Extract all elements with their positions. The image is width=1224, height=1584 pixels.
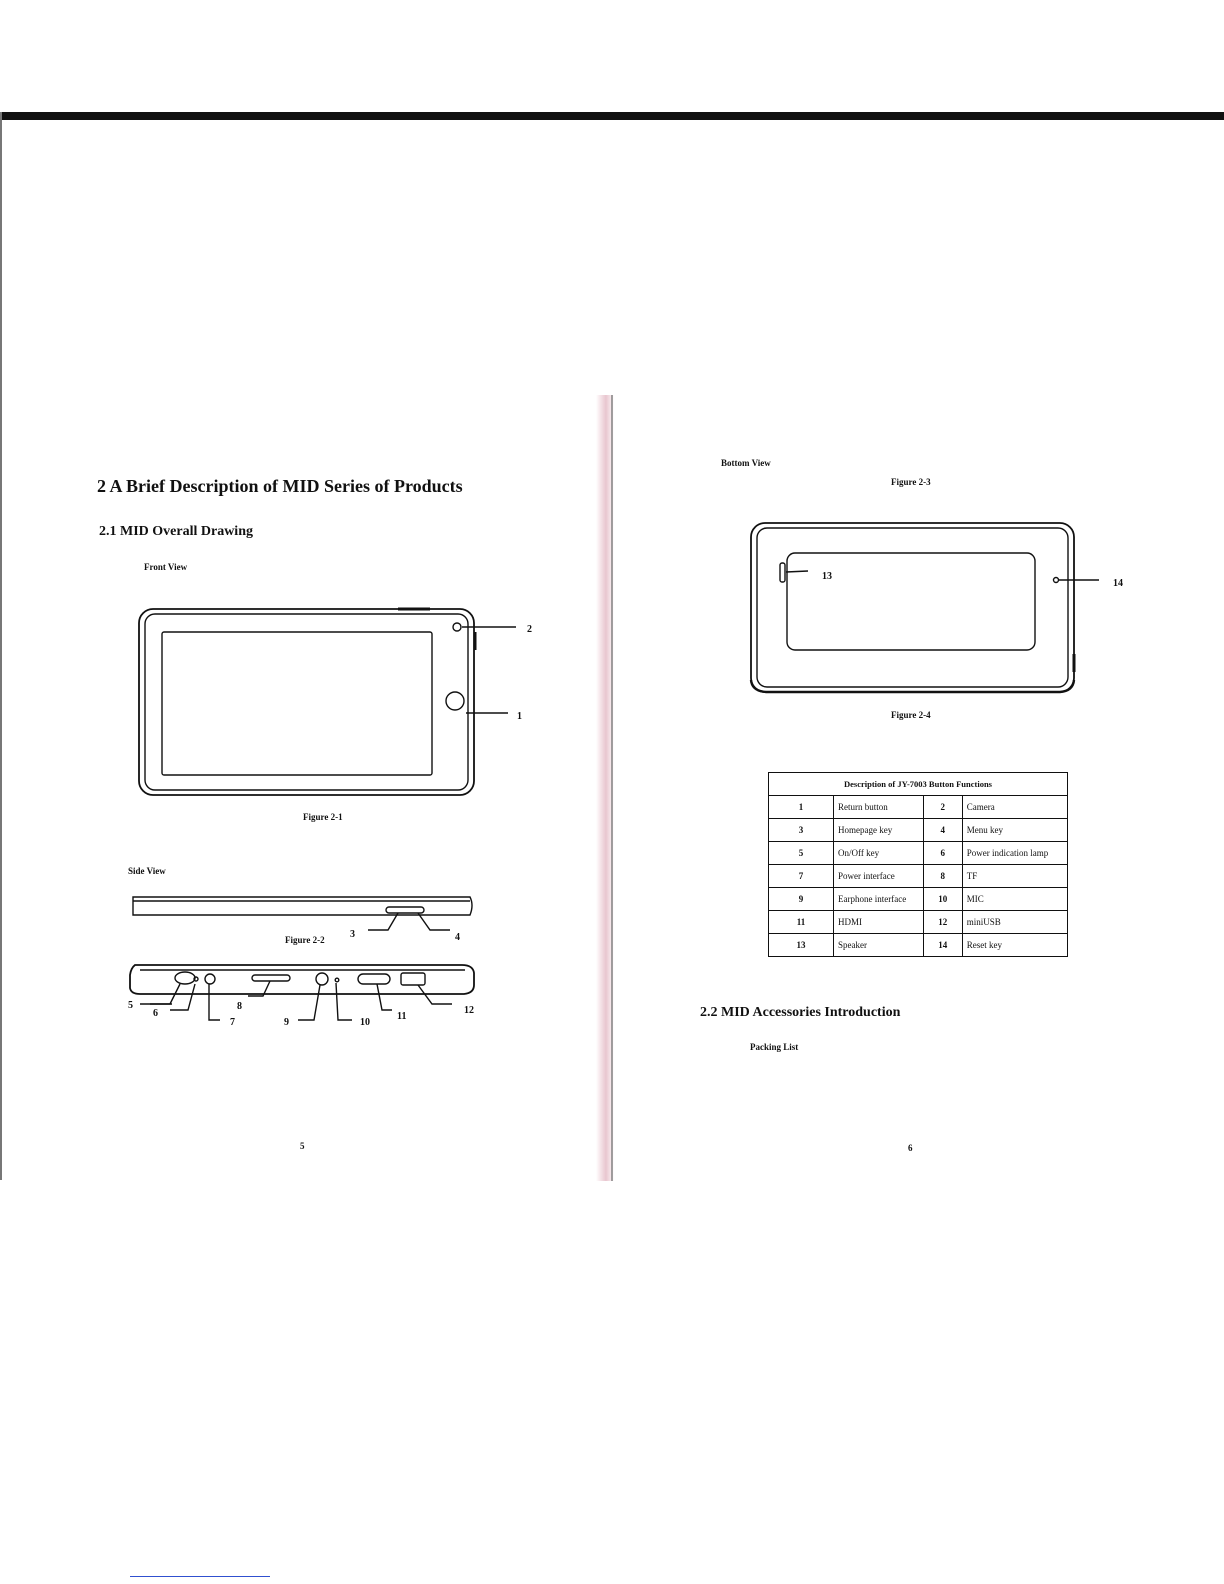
table-cell-function: Homepage key — [834, 819, 924, 842]
table-row — [769, 842, 1068, 865]
bottom-view-label: Bottom View — [721, 458, 771, 468]
table-cell-function: Return button — [834, 796, 924, 819]
table-cell-number: 10 — [923, 888, 962, 911]
section-title-2-1: 2.1 MID Overall Drawing — [99, 524, 253, 539]
callout-1: 1 — [517, 711, 522, 722]
callout-13: 13 — [822, 571, 832, 582]
callout-4: 4 — [455, 932, 460, 943]
side-view-ports-drawing — [130, 965, 474, 1020]
callout-5: 5 — [128, 1000, 133, 1011]
side-view-label: Side View — [128, 866, 166, 876]
callout-11: 11 — [397, 1011, 407, 1022]
table-cell-number: 7 — [769, 865, 834, 888]
button-functions-table — [768, 772, 1068, 957]
callout-6: 6 — [153, 1008, 158, 1019]
table-row — [769, 865, 1068, 888]
figure-2-1-caption: Figure 2-1 — [303, 812, 343, 822]
packing-list-label: Packing List — [750, 1042, 799, 1052]
table-cell-function: Reset key — [962, 934, 1067, 957]
table-cell-function: Power interface — [834, 865, 924, 888]
figure-2-4-caption: Figure 2-4 — [891, 710, 931, 720]
table-row — [769, 796, 1068, 819]
table-cell-function: TF — [962, 865, 1067, 888]
table-cell-function: HDMI — [834, 911, 924, 934]
scan-bottom-mark — [130, 1576, 270, 1577]
page-number-right: 6 — [908, 1143, 913, 1153]
table-cell-number: 8 — [923, 865, 962, 888]
figure-2-3-caption: Figure 2-3 — [891, 477, 931, 487]
callout-10: 10 — [360, 1017, 370, 1028]
table-cell-function: Speaker — [834, 934, 924, 957]
table-cell-number: 3 — [769, 819, 834, 842]
page-number-left: 5 — [300, 1141, 305, 1151]
table-cell-number: 14 — [923, 934, 962, 957]
side-view-top-drawing — [133, 897, 472, 930]
table-cell-function: Power indication lamp — [962, 842, 1067, 865]
callout-2: 2 — [527, 624, 532, 635]
table-cell-number: 4 — [923, 819, 962, 842]
callout-12: 12 — [464, 1005, 474, 1016]
front-view-tablet-drawing — [139, 609, 516, 795]
table-row — [769, 934, 1068, 957]
table-cell-function: miniUSB — [962, 911, 1067, 934]
table-cell-number: 13 — [769, 934, 834, 957]
table-cell-number: 5 — [769, 842, 834, 865]
table-cell-function: On/Off key — [834, 842, 924, 865]
table-cell-number: 6 — [923, 842, 962, 865]
callout-3: 3 — [350, 929, 355, 940]
table-cell-number: 2 — [923, 796, 962, 819]
chapter-title: 2 A Brief Description of MID Series of Products — [97, 476, 463, 496]
table-cell-number: 9 — [769, 888, 834, 911]
figure-2-2-caption: Figure 2-2 — [285, 935, 325, 945]
table-cell-function: Camera — [962, 796, 1067, 819]
table-title: Description of JY-7003 Button Functions — [769, 773, 1068, 796]
table-row — [769, 888, 1068, 911]
table-row — [769, 911, 1068, 934]
callout-14: 14 — [1113, 578, 1123, 589]
callout-8: 8 — [237, 1001, 242, 1012]
table-title-row — [769, 773, 1068, 796]
table-cell-number: 12 — [923, 911, 962, 934]
callout-9: 9 — [284, 1017, 289, 1028]
table-cell-function: MIC — [962, 888, 1067, 911]
bottom-view-tablet-drawing — [751, 523, 1099, 692]
table-row — [769, 819, 1068, 842]
table-cell-number: 11 — [769, 911, 834, 934]
front-view-label: Front View — [144, 562, 188, 572]
section-title-2-2: 2.2 MID Accessories Introduction — [700, 1005, 901, 1020]
table-cell-function: Earphone interface — [834, 888, 924, 911]
table-cell-number: 1 — [769, 796, 834, 819]
table-cell-function: Menu key — [962, 819, 1067, 842]
callout-7: 7 — [230, 1017, 235, 1028]
